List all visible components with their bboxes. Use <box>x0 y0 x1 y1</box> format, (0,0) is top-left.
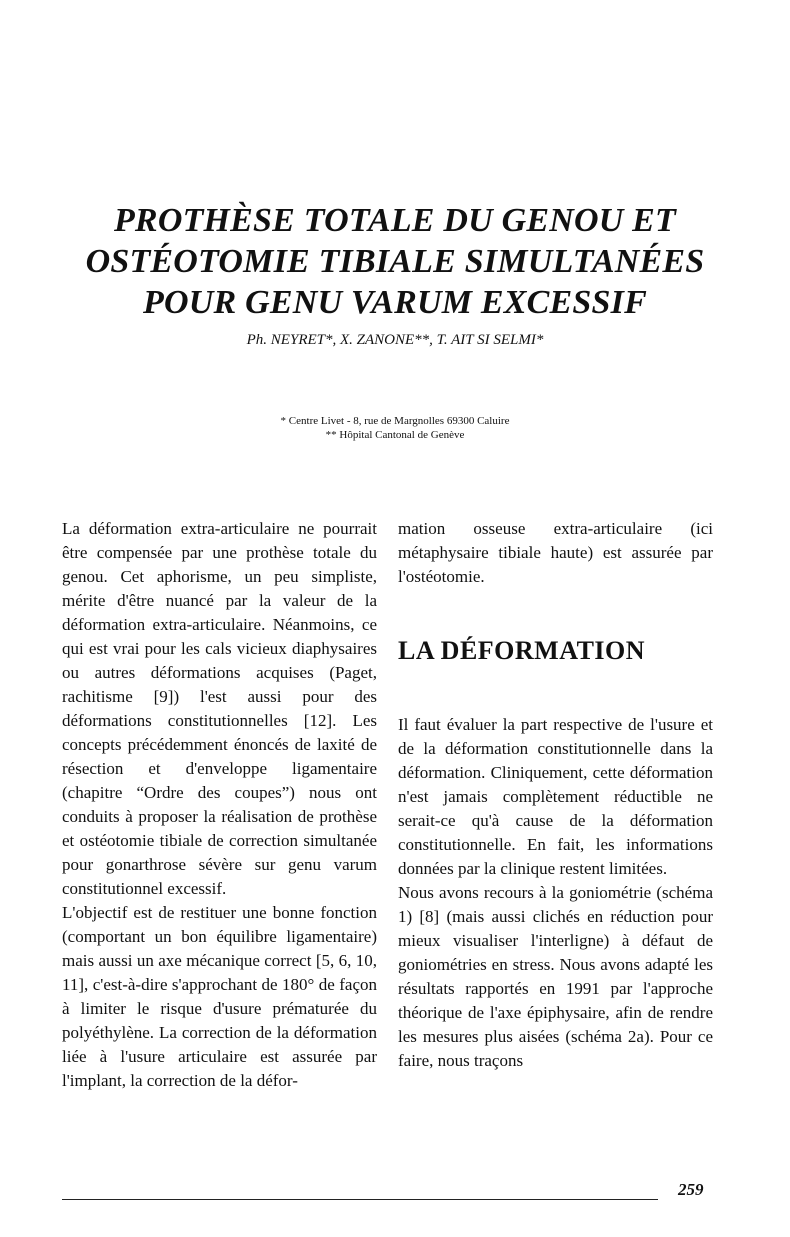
paragraph: La déformation extra-articulaire ne pourrait être compensée par une prothèse totale du genou. Cet aphorisme, un peu simpliste, mérite d'être nuancé par la valeur de la déformation extra-articulaire. Néanmoins, ce qui est vrai pour les cals vicieux diaphysaires ou autres déformations acquises (Paget, rachitisme [9]) l'est aussi pour des déformations constitutionnelles [12]. Les concepts précédemment énoncés de laxité de résection et d'enveloppe ligamentaire (chapitre “Ordre des coupes”) nous ont conduits à proposer la réalisation de prothèse et ostéotomie tibiale de correction simultanée pour gonarthrose sévère sur genu varum constitutionnel excessif. <box>62 519 377 898</box>
article-title <box>40 200 750 323</box>
section-heading: LA DÉFORMATION <box>398 636 646 665</box>
affiliation: * Centre Livet - 8, rue de Margnolles 69300 Caluire <box>280 415 510 427</box>
right-column <box>398 517 713 1073</box>
left-column <box>62 517 377 1093</box>
title-line: POUR GENU VARUM EXCESSIF <box>143 284 647 321</box>
author-list: Ph. NEYRET*, X. ZANONE**, T. AIT SI SELMI* <box>246 332 544 348</box>
title-line: PROTHÈSE TOTALE DU GENOU ET <box>113 202 677 239</box>
paragraph: Il faut évaluer la part respective de l'usure et de la déformation constitutionnelle dans la déformation. Cliniquement, cette déformation n'est jamais complètement réductible ne serait-ce qu'à cause de la déformation constitutionnelle. En fait, les informations données par la clinique restent limitées. <box>398 715 713 878</box>
footer-rule <box>62 1199 658 1200</box>
title-line: OSTÉOTOMIE TIBIALE SIMULTANÉES <box>85 243 705 280</box>
paragraph: Nous avons recours à la goniométrie (schéma 1) [8] (mais aussi clichés en réduction pour mieux visualiser l'interligne) à défaut de goniométries en stress. Nous avons adapté les résultats rapportés en 1991 par l'approche théorique de l'axe épiphysaire, afin de rendre les mesures plus aisées (schéma 2a). Pour ce faire, nous traçons <box>398 883 713 1070</box>
affiliation: ** Hôpital Cantonal de Genève <box>325 429 465 441</box>
affiliations <box>40 414 750 442</box>
paragraph: mation osseuse extra-articulaire (ici métaphysaire tibiale haute) est assurée par l'ostéotomie. <box>398 519 713 586</box>
page-number: 259 <box>678 1180 704 1199</box>
paragraph: L'objectif est de restituer une bonne fonction (comportant un bon équilibre ligamentaire) mais aussi un axe mécanique correct [5, 6, 10, 11], c'est-à-dire s'approchant de 180° de façon à limiter le risque d'usure prématurée du polyéthylène. La correction de la déformation liée à l'usure articulaire est assurée par l'implant, la correction de la défor- <box>62 903 377 1090</box>
